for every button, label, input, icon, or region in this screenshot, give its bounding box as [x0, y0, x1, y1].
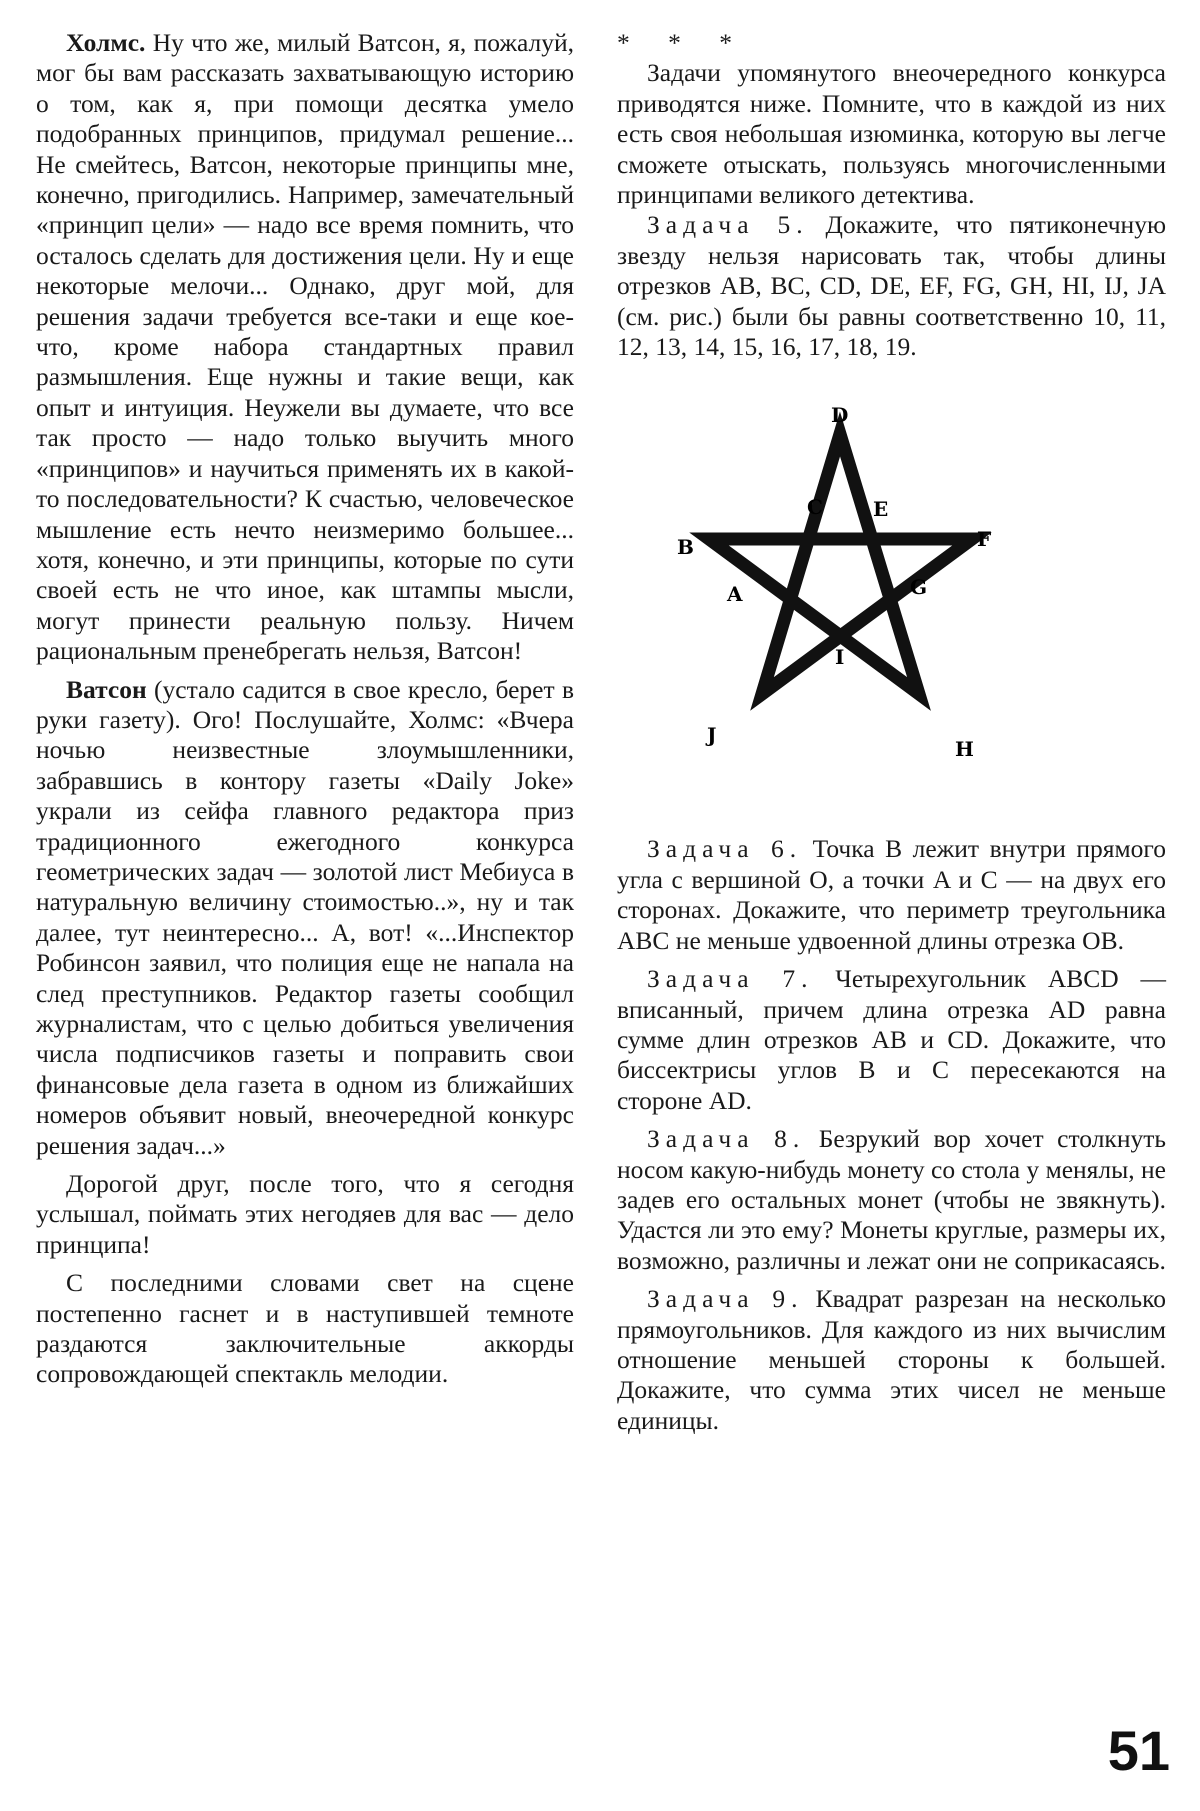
label-A: A — [727, 582, 743, 607]
holmes-speech-text: Ну что же, милый Ватсон, я, пожалуй, мог бы вам рассказать захватывающую историю о том, как я, при помощи десятка умело подобранных принципов, придумал решение... Не смейтесь, Ватсон, некоторые принципы мне, конечно, пригодились. Например, замечательный «принцип цели» — надо все время помнить, что осталось сделать для достижения цели. Ну и еще некоторые мелочи... Однако, друг мой, для решения задачи требуется все-таки и еще кое-что, кроме набора стандартных правил размышления. Еще нужны и такие вещи, как опыт и интуиция. Неужели вы думаете, что все так просто — надо только выучить много «принципов» и научиться применять их в какой-то последовательности? К счастью, человеческое мышление есть нечто неизмеримо большее... хотя, конечно, и эти принципы, которые по сути своей есть не что иное, как штампы мысли, могут принести реальную пользу. Ничем рациональным пренебрегать нельзя, Ватсон! — [36, 28, 574, 666]
label-F: F — [977, 527, 992, 552]
page-number: 51 — [1107, 1719, 1170, 1782]
task-8-label: Задача 8. — [647, 1124, 806, 1154]
holmes-speech — [36, 28, 574, 667]
task-6-text: Точка B лежит внутри прямого угла с вершиной O, а точки A и C — на двух его сторонах. Докажите, что периметр треугольника ABC не меньше удвоенной длины отрезка OB. — [617, 834, 1166, 955]
holmes-reply: Дорогой друг, после того, что я сегодня услышал, поймать этих негодяев для вас — дело принципа! — [36, 1169, 574, 1259]
label-C: C — [807, 495, 823, 520]
label-H: H — [955, 737, 974, 762]
task-5-text: Докажите, что пятиконечную звезду нельзя нарисовать так, чтобы длины отрезков AB, BC, CD, DE, EF, FG, GH, HI, IJ, JA (см. рис.) были бы равны соответственно 10, 11, 12, 13, 14, 15, 16, 17, 18, 19. — [617, 210, 1167, 362]
left-column — [36, 28, 574, 1390]
watson-speech-text: (устало садится в свое кресло, берет в руки газету). Ого! Послушайте, Холмс: «Вчера ночью неизвестные злоумышленники, забравшись в контору газеты «Daily Joke» украли из сейфа главного редактора приз традиционного ежегодного конкурса геометрических задач — золотой лист Мебиуса в натуральную величину стоимостью..», ну и так далее, тут неинтересно... А, вот! «...Инспектор Робинсон заявил, что полиция еще не напала на след преступников. Редактор газеты сообщил журналистам, что с целью добиться увеличения числа подписчиков газеты и поправить свои финансовые дела газета в одном из ближайших номеров объявит новый, внеочередной конкурс решения задач...» — [36, 674, 574, 1160]
star-figure — [617, 394, 1166, 834]
label-B: B — [677, 535, 694, 560]
tasks-intro: Задачи упомянутого внеочередного конкурса приводятся ниже. Помните, что в каждой из них есть своя небольшая изюминка, которую вы легче сможете отыскать, пользуясь многочисленными принципами великого детектива. — [617, 58, 1166, 210]
label-I: I — [835, 645, 845, 670]
task-6 — [617, 834, 1166, 956]
watson-speech — [36, 675, 574, 1162]
label-G: G — [910, 575, 928, 600]
label-D: D — [831, 403, 849, 428]
task-7-text: Четырехугольник ABCD — вписанный, причем длина отрезка AD равна сумме длин отрезков AB и CD. Докажите, что биссектрисы углов B и C пересекаются на стороне AD. — [617, 964, 1166, 1115]
speaker-watson: Ватсон — [66, 674, 147, 704]
task-5-label: Задача 5. — [647, 210, 809, 240]
label-J: J — [707, 723, 717, 748]
section-separator: * * * — [617, 28, 748, 57]
stage-direction: С последними словами свет на сцене постепенно гаснет и в наступившей темноте раздаются заключительные аккорды сопровождающей спектакль мелодии. — [36, 1268, 574, 1389]
task-9-text: Квадрат разрезан на несколько прямоугольников. Для каждого из них вычислим отношение меньшей стороны к большей. Докажите, что сумма этих чисел не меньше единицы. — [617, 1284, 1166, 1435]
label-E: E — [873, 497, 889, 522]
task-9-label: Задача 9. — [647, 1284, 804, 1314]
task-8 — [617, 1124, 1166, 1276]
speaker-holmes: Холмс. — [66, 28, 146, 57]
pentagram-diagram — [677, 394, 1037, 794]
task-9 — [617, 1284, 1166, 1436]
task-5 — [617, 210, 1166, 362]
right-column — [617, 28, 1166, 1436]
task-8-text: Безрукий вор хочет столкнуть носом какую-нибудь монету со стола у менялы, не задев его остальных монет (чтобы не звякнуть). Удастся ли это ему? Монеты круглые, размеры их, возможно, различны и лежат они не соприкасаясь. — [617, 1124, 1166, 1275]
task-6-label: Задача 6. — [647, 834, 803, 864]
task-7-label: Задача 7. — [647, 964, 814, 994]
task-7 — [617, 964, 1166, 1116]
